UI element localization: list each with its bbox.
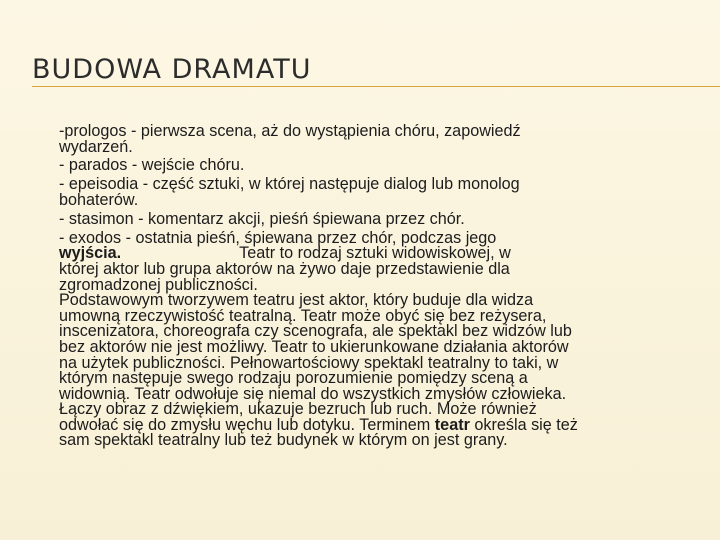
text-line: której aktor lub grupa aktorów na żywo daje przedstawienie dla bbox=[59, 259, 510, 278]
text-line: którym następuje swego rodzaju porozumienie pomiędzy sceną a bbox=[59, 369, 528, 388]
text-line: na użytek publiczności. Pełnowartościowy spektakl teatralny to taki, w bbox=[59, 353, 559, 372]
text-line: - epeisodia - część sztuki, w której następuje dialog lub monolog bbox=[59, 175, 520, 194]
text-line: wydarzeń. bbox=[59, 137, 133, 156]
title-underline bbox=[32, 86, 720, 87]
text-line: - stasimon - komentarz akcji, pieśń śpiewana przez chór. bbox=[59, 209, 465, 228]
text-line: widownią. Teatr odwołuje się niemal do wszystkich zmysłów człowieka. bbox=[59, 384, 567, 403]
text-line: umowną rzeczywistość teatralną. Teatr może obyć się bez reżysera, bbox=[59, 306, 547, 325]
text-line: Podstawowym tworzywem teatru jest aktor, który buduje dla widza bbox=[59, 291, 534, 310]
text-bold: wyjścia. bbox=[59, 244, 122, 263]
text-line: - parados - wejście chóru. bbox=[59, 156, 245, 175]
text-bold: teatr bbox=[434, 415, 470, 434]
text-inline: odwołać się do zmysłu węchu lub dotyku. Terminem bbox=[59, 415, 431, 434]
text-line: Łączy obraz z dźwiękiem, ukazuje bezruch lub ruch. Może również bbox=[59, 400, 537, 419]
text-inline: Teatr to rodzaj sztuki widowiskowej, w bbox=[239, 244, 511, 263]
text-line: - exodos - ostatnia pieśń, śpiewana przez chór, podczas jego bbox=[59, 228, 497, 247]
text-line: bez aktorów nie jest możliwy. Teatr to ukierunkowane działania aktorów bbox=[59, 337, 569, 356]
text-line: bohaterów. bbox=[59, 190, 139, 209]
text-line: inscenizatora, choreografa czy scenografa, ale spektakl bez widzów lub bbox=[59, 322, 572, 341]
text-line: zgromadzonej publiczności. bbox=[59, 275, 258, 294]
text-line: -prologos - pierwsza scena, aż do wystąpienia chóru, zapowiedź bbox=[59, 122, 521, 140]
slide-body bbox=[59, 124, 709, 449]
text-line: sam spektakl teatralny lub też budynek w którym on jest grany. bbox=[59, 431, 508, 450]
text-inline: określa się też bbox=[474, 415, 578, 434]
page-title: BUDOWA DRAMATU bbox=[32, 54, 312, 85]
